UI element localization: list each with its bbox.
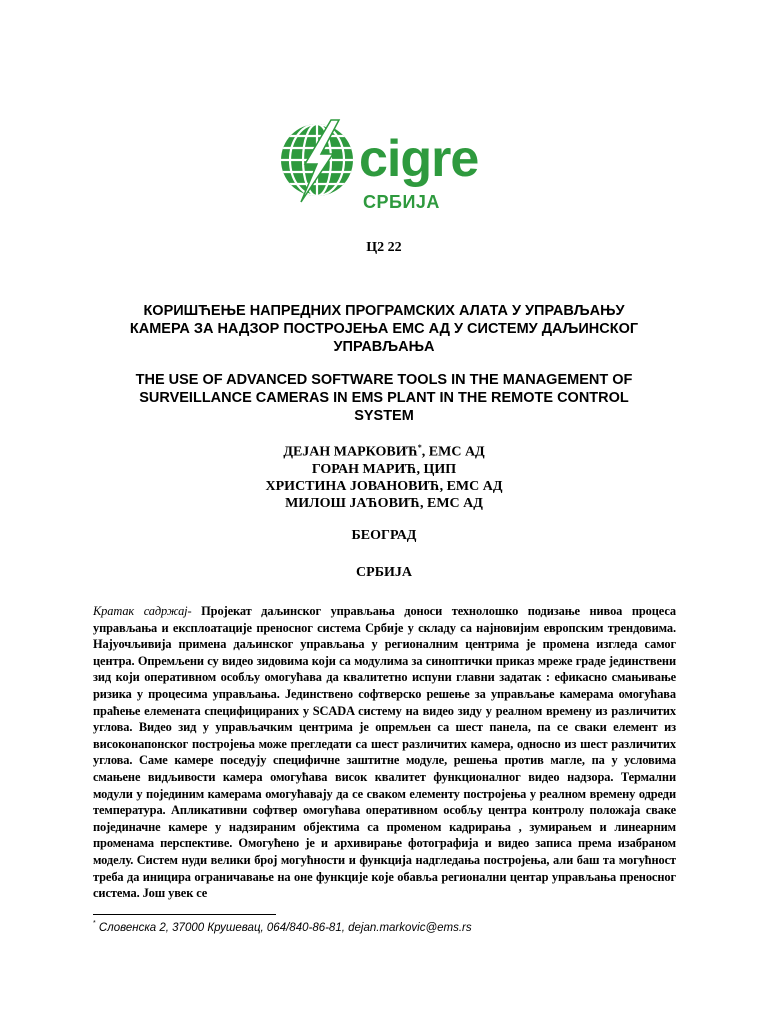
title-serbian-line: УПРАВЉАЊА [333,339,435,355]
footnote [93,922,472,934]
logo-subtitle: СРБИЈА [363,192,440,212]
paper-code: Ц2 22 [366,240,402,255]
author-line [0,461,768,478]
author-list [0,439,768,512]
author-name: ГОРАН МАРИЋ [311,461,417,477]
abstract-text: Пројекат даљинског управљања доноси технолошко подизање нивоа процеса управљања и експлоатације преносног система Србије у складу са најновијим европским трендовима. Најуочљивија примена даљинског управљања у регионалним центрима је промена изгледа самог центра. Опремљени су видео зидовима који са модулима за синоптички приказ мреже граде јединствени зид који оперативном особљу омогућава да квалитетно испуни главни задатак : ефикасно смањивање ризика у процесима управљања. Јединствено софтверско решење за управљање камерама омогућава праћење елемената специфицираних у SCADA систему на видео зиду у реалном времену из различитих углова. Видео зид у управљачким центрима је опремљен са шест панела, па се сваки елемент из високонапонског постројења може прегледати са шест различитих камера, односно из шест различитих углова. Саме камере поседују специфичне заштитне модуле, решења против магле, па у условима смањене видљивости камера омогућава висок квалитет функционалног видео надзора. Термални модули у појединим камерама омогућавају да се сваком елементу постројења у реалном времену одреди температура. Апликативни софтвер омогућава оперативном особљу центра контролу положаја сваке појединачне камере у надзираним објектима са променом кадрирања , зумирањем и линеарним променама перспективе. Омогућено је и архивирање фотографија и видео записа према изабраном моделу. Систем нуди велики број могућности и функција надгледања постројења, али баш та могућност треба да иницира ограничавање на оне функције које обавља регионални центар управљања преносног система. Још увек се [93,604,676,901]
title-serbian-line: КАМЕРА ЗА НАДЗОР ПОСТРОЈЕЊА ЕМС АД У СИСТЕМУ ДАЉИНСКОГ [129,321,639,337]
footnote-marker: * [417,443,422,452]
title-english-line: SYSTEM [354,408,414,424]
footnote-divider [93,914,276,915]
title-english-line: THE USE OF ADVANCED SOFTWARE TOOLS IN THE MANAGEMENT OF [135,372,633,388]
footnote-marker: * [93,920,96,927]
author-line [0,439,768,461]
title-english [0,371,768,425]
abstract-label: Кратак садржај- [93,604,192,618]
author-name: МИЛОШ ЈАЋОВИЋ [285,495,420,511]
logo-wordmark: cigre [359,130,479,188]
author-line [0,495,768,512]
author-affiliation: , ЕМС АД [421,444,485,460]
globe-icon [281,120,353,202]
author-name: ХРИСТИНА ЈОВАНОВИЋ [265,478,440,494]
title-english-line: SURVEILLANCE CAMERAS IN EMS PLANT IN THE REMOTE CONTROL [139,390,629,406]
title-serbian [0,302,768,356]
author-name: ДЕЈАН МАРКОВИЋ [283,444,418,460]
abstract-paragraph [93,603,676,902]
author-line [0,478,768,495]
footnote-text: Словенска 2, 37000 Крушевац, 064/840-86-81, dejan.markovic@ems.rs [95,922,472,934]
author-affiliation: , ЕМС АД [439,478,503,494]
cigre-logo [281,118,491,218]
title-serbian-line: КОРИШЋЕЊЕ НАПРЕДНИХ ПРОГРАМСКИХ АЛАТА У УПРАВЉАЊУ [143,303,625,319]
city: БЕОГРАД [351,528,417,543]
author-affiliation: , ЦИП [416,461,457,477]
author-affiliation: , ЕМС АД [420,495,483,511]
country: СРБИЈА [356,565,412,580]
